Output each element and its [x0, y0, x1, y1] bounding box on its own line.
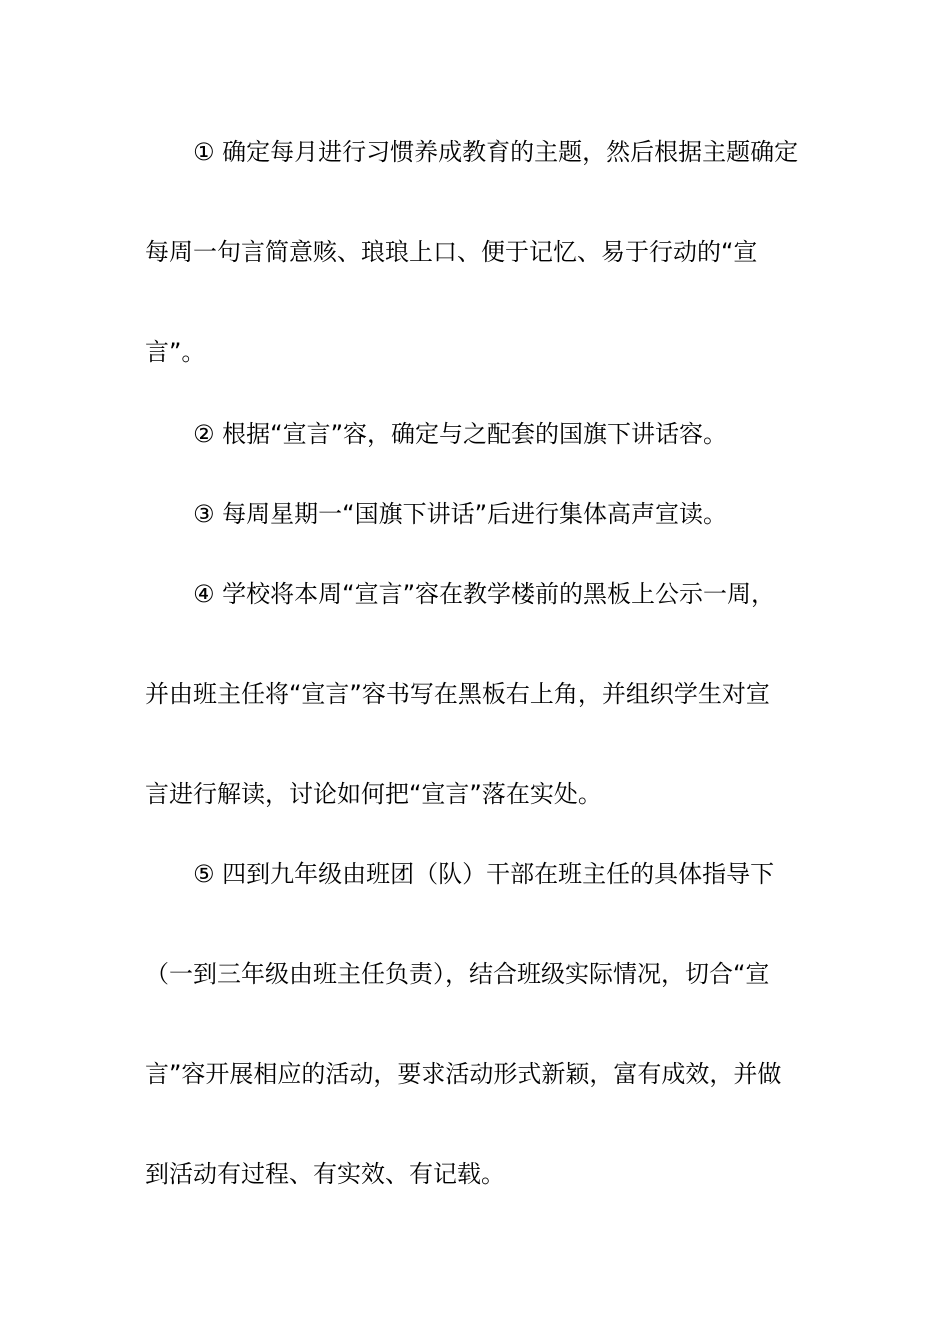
- text-line: ① 确定每月进行习惯养成教育的主题，然后根据主题确定: [193, 138, 799, 166]
- text-line: 并由班主任将“宣言”容书写在黑板右上角，并组织学生对宣: [145, 680, 770, 708]
- text-line: 言”容开展相应的活动，要求活动形式新颖，富有成效，并做: [145, 1060, 782, 1088]
- text-line: 到活动有过程、有实效、有记载。: [145, 1160, 505, 1188]
- text-line: ③ 每周星期一“国旗下讲话”后进行集体高声宣读。: [193, 500, 728, 528]
- text-line: 每周一句言简意赅、琅琅上口、便于记忆、易于行动的“宣: [145, 238, 758, 266]
- text-line: 言”。: [145, 338, 206, 366]
- text-line: ⑤ 四到九年级由班团（队）干部在班主任的具体指导下: [193, 860, 775, 888]
- text-line: ② 根据“宣言”容，确定与之配套的国旗下讲话容。: [193, 420, 728, 448]
- text-line: ④ 学校将本周“宣言”容在教学楼前的黑板上公示一周，: [193, 580, 776, 608]
- text-line: 言进行解读，讨论如何把“宣言”落在实处。: [145, 780, 602, 808]
- text-line: （一到三年级由班主任负责），结合班级实际情况，切合“宣: [145, 960, 770, 988]
